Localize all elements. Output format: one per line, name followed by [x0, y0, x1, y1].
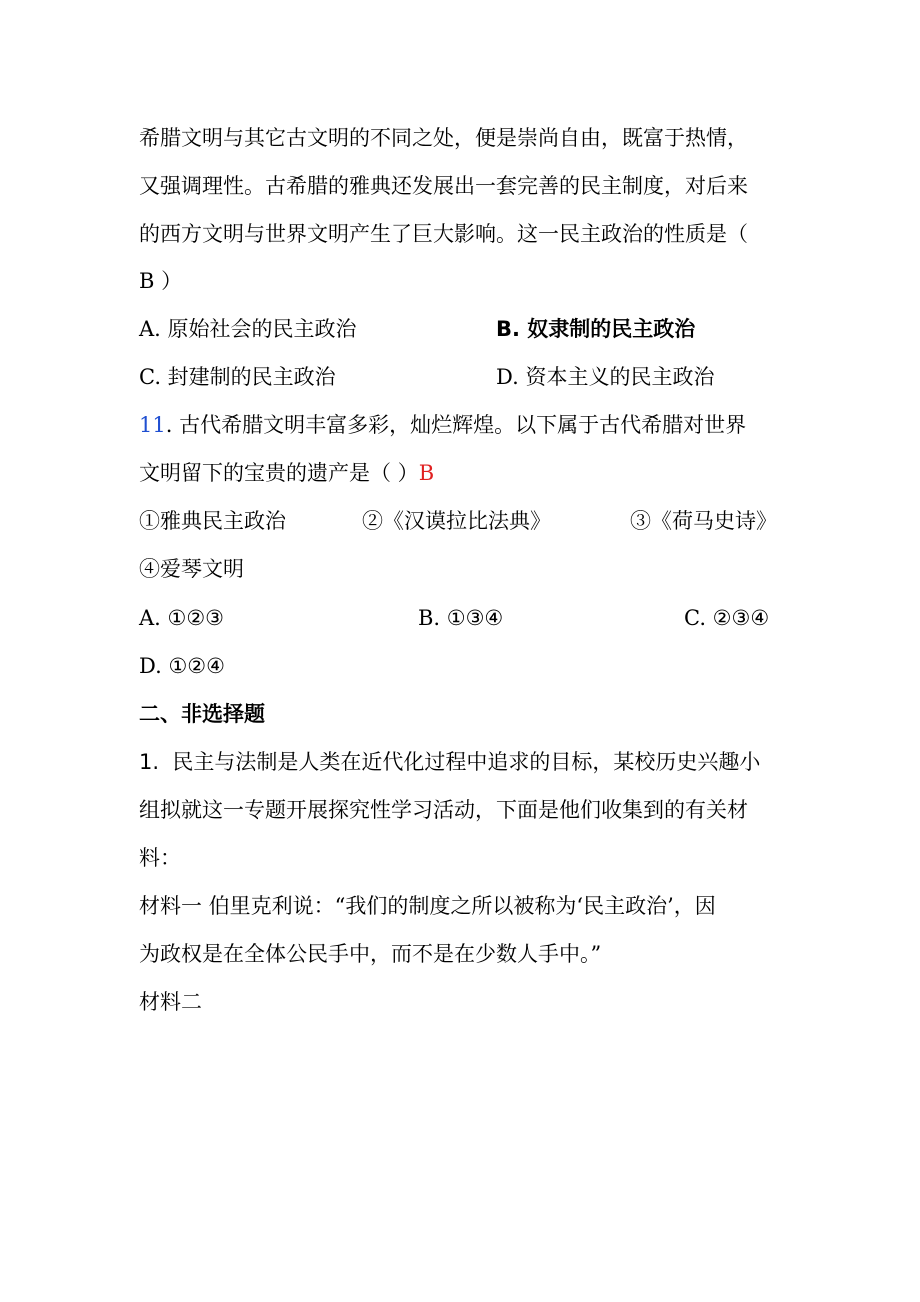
q11-option-c: C. ②③④ [684, 606, 770, 630]
q11-stem-1: . 古代希腊文明丰富多彩，灿烂辉煌。以下属于古代希腊对世界 [165, 413, 747, 437]
s2-q1-text-1: 民主与法制是人类在近代化过程中追求的目标，某校历史兴趣小 [172, 750, 761, 774]
q11-number: 11 [139, 413, 166, 437]
material1-line-2: 为政权是在全体公民手中，而不是在少数人手中。” [139, 942, 602, 966]
s2-q1-number: 1. [139, 750, 160, 774]
q11-option-a: A. ①②③ [139, 606, 224, 630]
q11-line-1 [139, 410, 746, 440]
material2-label: 材料二 [139, 990, 202, 1014]
q10-text-line-2: 又强调理性。古希腊的雅典还发展出一套完善的民主制度，对后来 [139, 174, 748, 198]
q11-line-2 [139, 458, 434, 488]
q11-item-2: ②《汉谟拉比法典》 [362, 509, 551, 533]
q10-option-b: B. 奴隶制的民主政治 [496, 317, 696, 341]
q11-item-4: ④爱琴文明 [139, 557, 244, 581]
q10-answer-line: B ） [139, 269, 183, 293]
s2-q1-line-2: 组拟就这一专题开展探究性学习活动，下面是他们收集到的有关材 [139, 798, 748, 822]
q10-option-a: A. 原始社会的民主政治 [139, 317, 357, 341]
q11-option-d: D. ①②④ [139, 654, 225, 678]
s2-q1-line-3: 料： [139, 846, 181, 870]
q11-option-b: B. ①③④ [418, 606, 504, 630]
section-heading: 二、非选择题 [139, 702, 265, 726]
material1-line-1: 材料一 伯里克利说：“我们的制度之所以被称为‘民主政治’，因 [139, 894, 716, 918]
q10-text-line-1: 希腊文明与其它古文明的不同之处，便是崇尚自由，既富于热情， [139, 126, 748, 150]
q10-option-d: D. 资本主义的民主政治 [496, 365, 715, 389]
s2-q1-line-1 [139, 747, 760, 777]
q11-item-1: ①雅典民主政治 [139, 509, 286, 533]
q11-stem-2: 文明留下的宝贵的遗产是（ ） [139, 461, 419, 485]
q11-answer: B [418, 461, 435, 485]
q10-text-line-3: 的西方文明与世界文明产生了巨大影响。这一民主政治的性质是（ [139, 222, 748, 246]
q10-option-c: C. 封建制的民主政治 [139, 365, 336, 389]
q11-item-3: ③《荷马史诗》 [630, 509, 777, 533]
